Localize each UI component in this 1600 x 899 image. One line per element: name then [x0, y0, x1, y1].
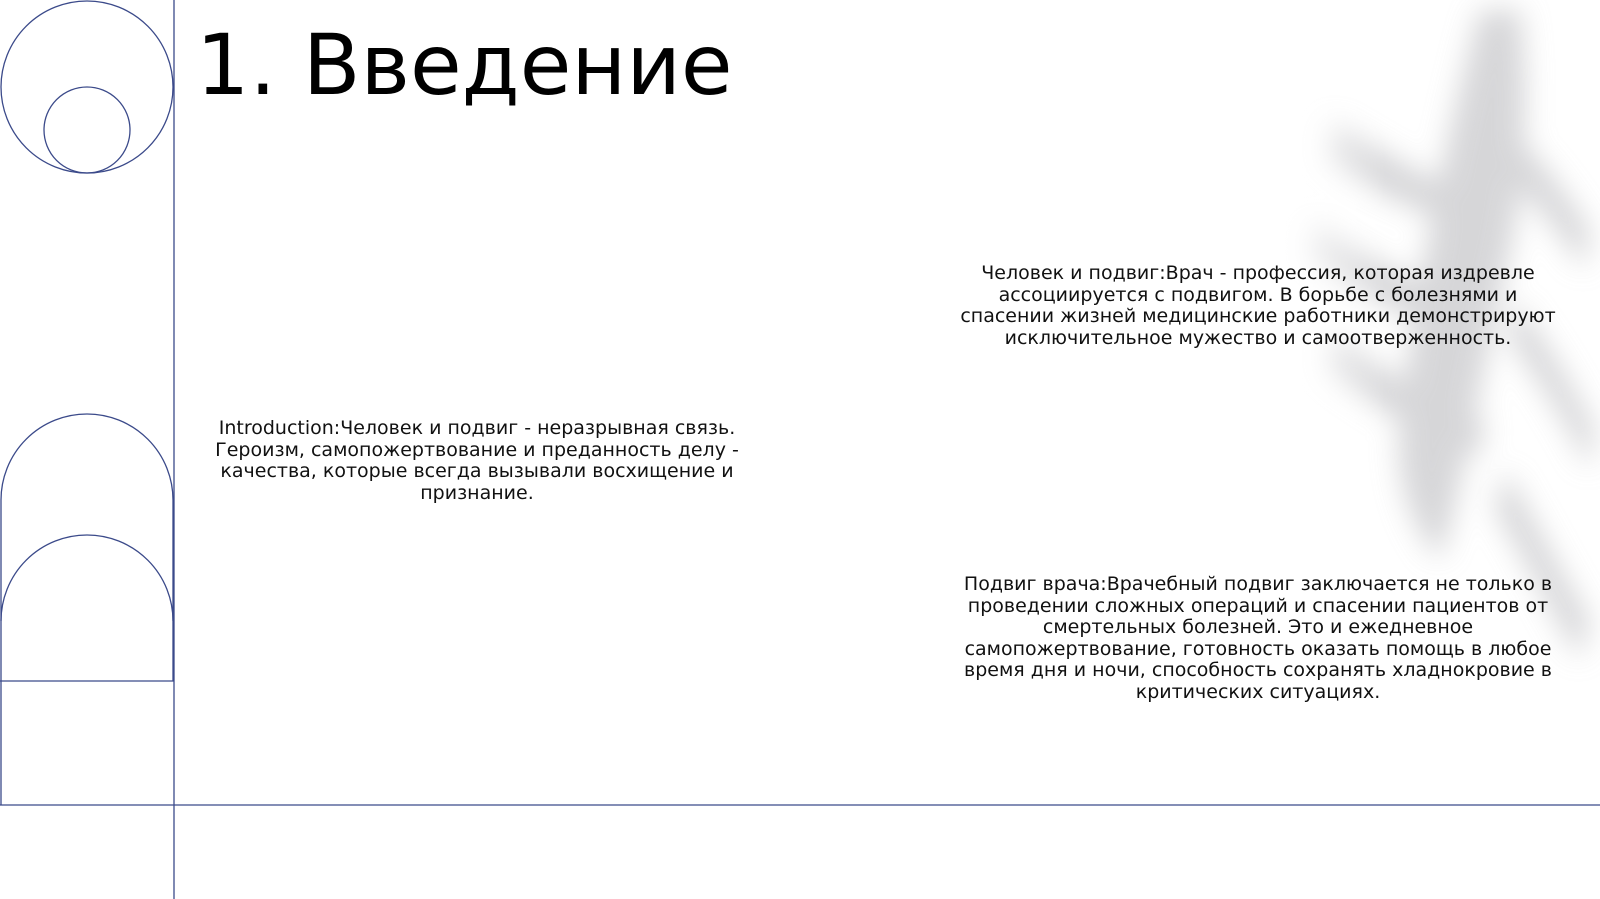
slide-title: 1. Введение: [196, 16, 733, 114]
lower-arch-outline: [1, 535, 173, 621]
doctor-feat-paragraph: Подвиг врача:Врачебный подвиг заключается не только в проведении сложных операций и спасении пациентов от смертельных болезней. Это и ежедневное самопожертвование, готовность оказать помощь в любое время дня и ночи, способность сохранять хладнокровие в критических ситуациях.: [963, 573, 1553, 703]
human-and-feat-paragraph: Человек и подвиг:Врач - профессия, которая издревле ассоциируется с подвигом. В борьбе с болезнями и спасении жизней медицинские работники демонстрируют исключительное мужество и самоотверженность.: [960, 262, 1556, 349]
upper-arch-outline: [1, 414, 173, 681]
small-circle-outline: [44, 87, 130, 173]
intro-paragraph: Introduction:Человек и подвиг - неразрывная связь. Героизм, самопожертвование и преданность делу - качества, которые всегда вызывали восхищение и признание.: [215, 417, 739, 504]
